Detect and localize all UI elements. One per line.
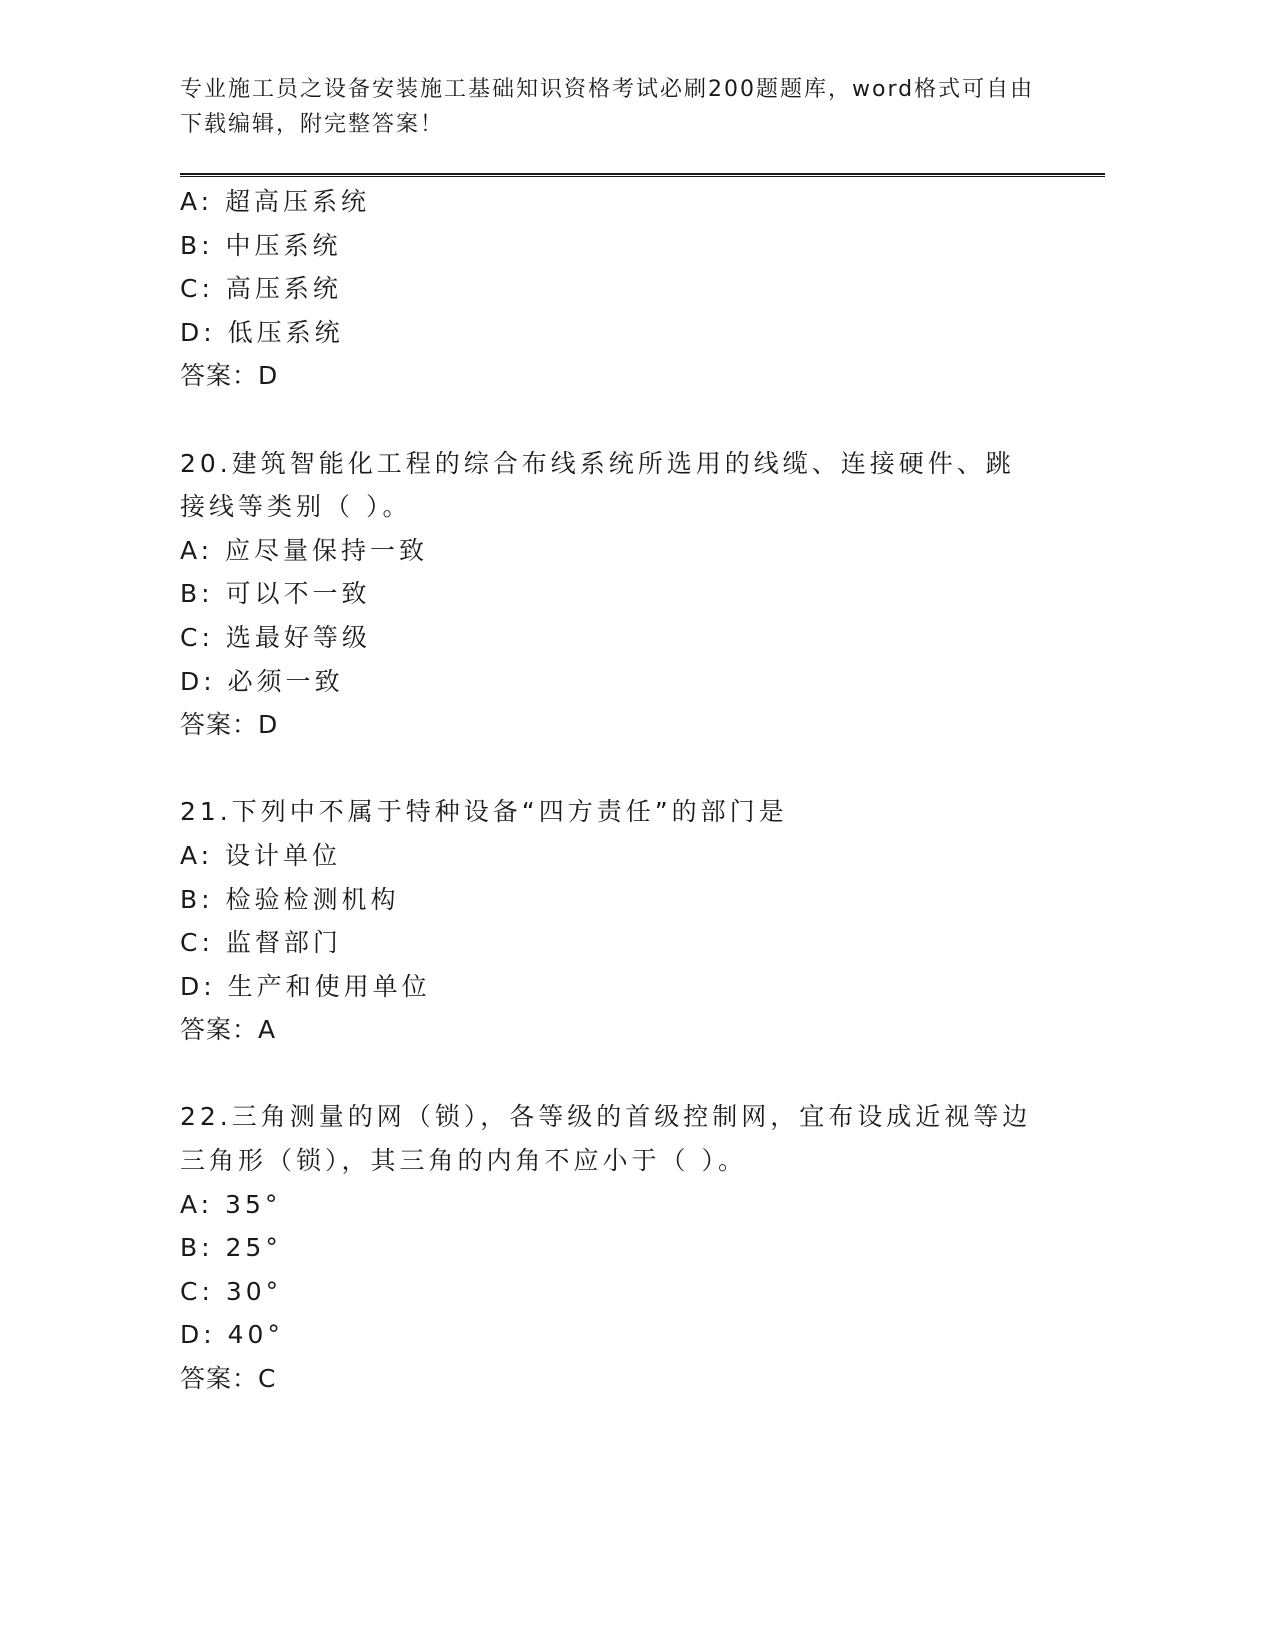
option-d: D: 生产和使用单位 [180,971,431,1001]
option-d: D: 低压系统 [180,317,344,347]
option-b: B: 检验检测机构 [180,884,400,914]
question-20 [180,442,1040,747]
document-header: 专业施工员之设备安装施工基础知识资格考试必刷200题题库，word格式可自由下载编辑，附完整答案！ [180,77,1035,137]
option-d: D: 必须一致 [180,666,344,696]
option-a: A: 应尽量保持一致 [180,535,429,565]
option-c: C: 监督部门 [180,928,342,958]
question-stem: 20.建筑智能化工程的综合布线系统所选用的线缆、连接硬件、跳接线等类别（ ）。 [180,448,1015,522]
answer-line: 答案：D [180,710,279,740]
option-a: A: 35° [180,1189,282,1219]
option-a: A: 超高压系统 [180,187,371,216]
option-c: C: 高压系统 [180,274,342,304]
option-a: A: 设计单位 [180,840,342,870]
option-d: D: 40° [180,1320,284,1350]
header-divider [180,173,1105,177]
option-b: B: 25° [180,1233,282,1263]
option-c: C: 30° [180,1276,283,1306]
question-22 [180,1095,1040,1400]
option-b: B: 中压系统 [180,230,342,260]
answer-line: 答案：D [180,361,279,391]
question-stem: 22.三角测量的网（锁），各等级的首级控制网，宜布设成近视等边三角形（锁），其三角的内角不应小于（ ）。 [180,1102,1032,1176]
answer-line: 答案：A [180,1015,277,1045]
question-list [180,180,1040,1401]
question-19 [180,180,1040,398]
answer-line: 答案：C [180,1364,277,1394]
option-c: C: 选最好等级 [180,622,371,652]
option-b: B: 可以不一致 [180,579,371,609]
question-21 [180,790,1040,1052]
question-stem: 21.下列中不属于特种设备“四方责任”的部门是 [180,797,788,827]
